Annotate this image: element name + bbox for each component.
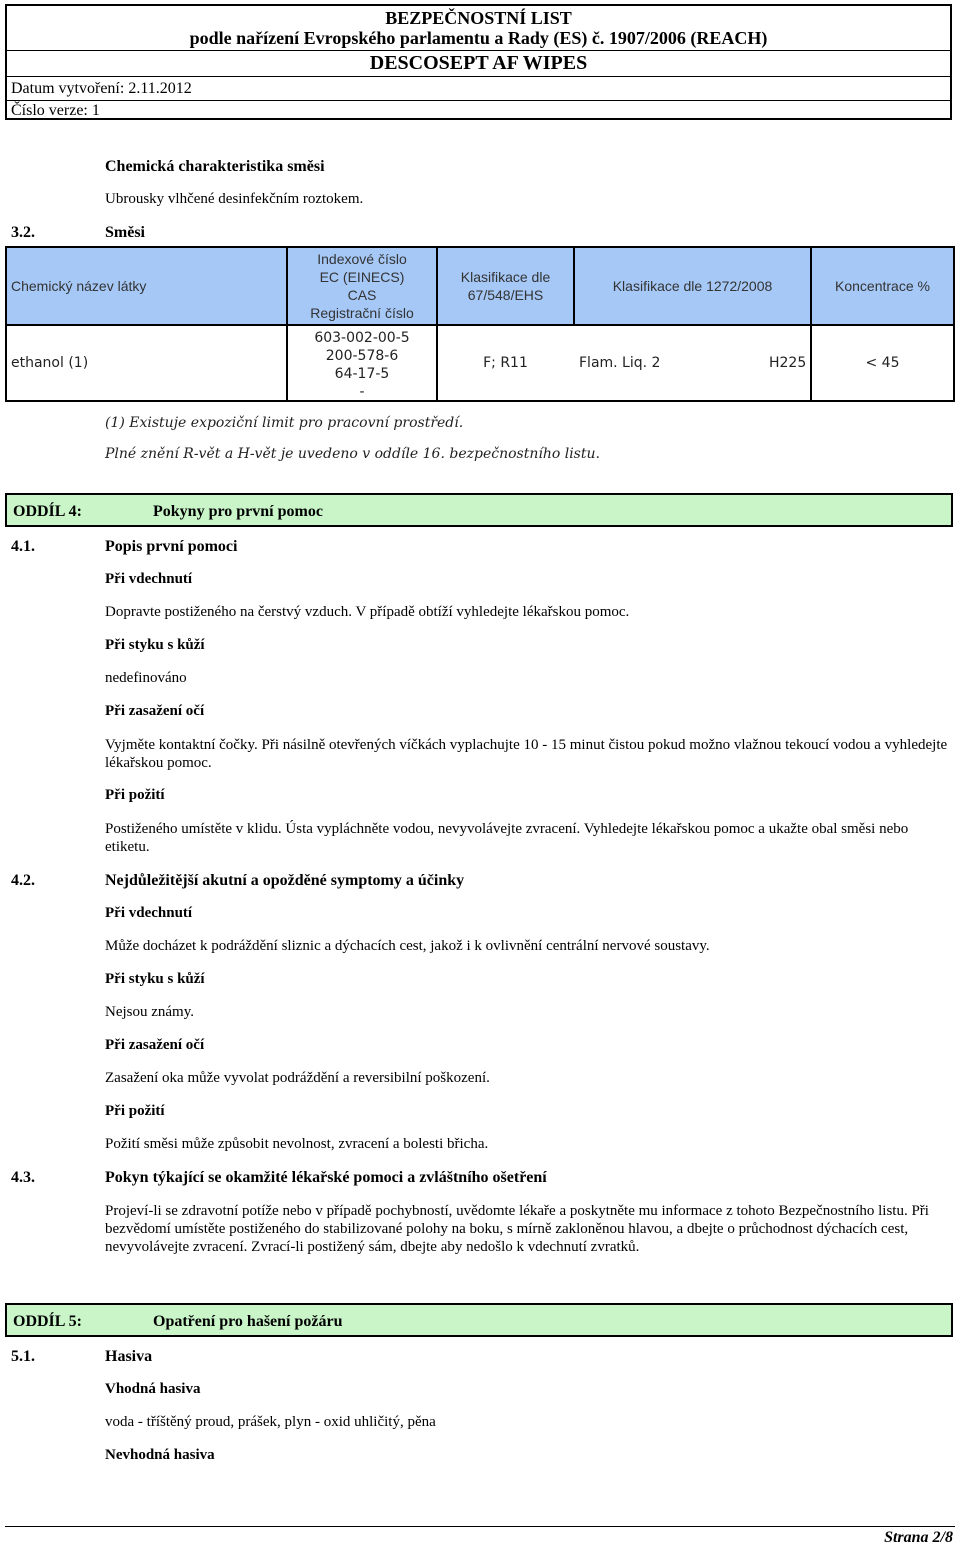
eye-contact-text: Zasažení oka může vyvolat podráždění a reversibilní poškození. [105,1070,490,1086]
skin-contact-text: Nejsou známy. [105,1004,195,1020]
header-label: CAS [347,287,377,303]
suitable-media-heading: Vhodná hasiva [105,1381,201,1397]
document-header [5,4,952,120]
unsuitable-media-heading: Nevhodná hasiva [105,1447,215,1463]
table-border [953,246,955,402]
section-number: ODDÍL 4: [13,503,82,520]
header-label: Registrační číslo [310,305,414,321]
cas-number: 64-17-5 [334,366,390,382]
header-label: Chemický název látky [11,278,147,294]
inhalation-heading: Při vdechnutí [105,905,193,921]
skin-contact-heading: Při styku s kůží [105,971,205,987]
inhalation-text: Může docházet k podráždění sliznic a dýchacích cest, jakož i k ovlivnění centrální nervové soustavy. [105,938,710,954]
subsection-number: 5.1. [11,1348,35,1365]
registration-number: - [359,384,365,400]
medical-attention-text: Projeví-li se zdravotní potíže nebo v případě pochybností, uvědomte lékaře a poskytněte mu informace z tohoto Bezpečnostního listu. Při bezvědomí umístěte postiženého do stabilizované polohy na boku, s mírně zakloněnou hlavou, a dbejte o průchodnost dýchacích cest, nevyvolávejte zvracení. Zvrací-li postižený sám, dbejte aby nedošlo k vdechnutí zvratků. [105,1203,929,1255]
table-border [5,324,955,326]
header-divider [7,50,950,51]
page-number: Strana 2/8 [884,1529,953,1546]
section-4-bar [5,493,953,527]
inhalation-text: Dopravte postiženého na čerstvý vzduch. V případě obtíží vyhledejte lékařskou pomoc. [105,604,630,620]
subsection-number: 3.2. [11,224,35,241]
eye-contact-heading: Při zasažení očí [105,1037,205,1053]
product-name: DESCOSEPT AF WIPES [369,52,588,74]
header-label: Klasifikace dle [460,269,551,285]
subsection-title: Hasiva [105,1348,153,1365]
substance-identifiers [288,329,436,401]
ec-number: 200-578-6 [325,348,399,364]
regulation-line: podle nařízení Evropského parlamentu a Rady (ES) č. 1907/2006 (REACH) [189,28,768,48]
header-identifiers [288,248,436,324]
subsection-title: Popis první pomoci [105,538,238,555]
header-label: Koncentrace % [835,278,930,294]
table-border [436,246,438,402]
subsection-number: 4.3. [11,1169,35,1186]
header-classification-67 [438,248,573,324]
composition-text: Ubrousky vlhčené desinfekčním roztokem. [105,191,364,207]
subsection-title: Nejdůležitější akutní a opožděné symptomy a účinky [105,872,465,889]
header-label: 67/548/EHS [467,287,544,303]
substance-name: ethanol (1) [11,355,89,371]
header-divider [7,100,950,101]
section-5-bar [5,1303,953,1337]
header-label: EC (EINECS) [319,269,405,285]
table-border [5,400,955,402]
section-title: Opatření pro hašení požáru [153,1313,343,1330]
eye-contact-heading: Při zasažení očí [105,703,205,719]
header-divider [7,76,950,77]
inhalation-heading: Při vdechnutí [105,571,193,587]
table-border [5,246,955,248]
subsection-title: Směsi [105,224,145,241]
created-date: Datum vytvoření: 2.11.2012 [11,80,192,97]
table-border [5,246,7,402]
section-number: ODDÍL 5: [13,1313,82,1330]
full-text-note: Plné znění R-vět a H-vět je uvedeno v oddíle 16. bezpečnostního listu. [105,446,600,462]
version-number: Číslo verze: 1 [11,102,100,119]
header-classification-1272 [575,248,810,324]
skin-contact-text: nedefinováno [105,670,187,686]
header-label: Klasifikace dle 1272/2008 [612,278,773,294]
section-title: Pokyny pro první pomoc [153,503,323,520]
header-concentration [812,248,953,324]
footer-divider [5,1526,955,1527]
subsection-number: 4.1. [11,538,35,555]
ingestion-text: Požití směsi může způsobit nevolnost, zvracení a bolesti břicha. [105,1136,489,1152]
skin-contact-heading: Při styku s kůží [105,637,205,653]
ingestion-text: Postiženého umístěte v klidu. Ústa vypláchněte vodou, nevyvolávejte zvracení. Vyhledejte lékařskou pomoc a ukažte obal směsi nebo etiketu. [105,821,909,855]
ingestion-heading: Při požití [105,1103,165,1119]
concentration-value: < 45 [865,355,900,371]
subsection-number: 4.2. [11,872,35,889]
header-label: Indexové číslo [317,251,407,267]
index-number: 603-002-00-5 [314,330,410,346]
document-title: BEZPEČNOSTNÍ LIST [385,8,572,28]
hazard-statement: H225 [769,355,807,371]
suitable-media-text: voda - tříštěný proud, prášek, plyn - oxid uhličitý, pěna [105,1414,436,1430]
ingestion-heading: Při požití [105,787,165,803]
table-border [573,246,575,326]
header-chemical-name [7,248,286,324]
exposure-note: (1) Existuje expoziční limit pro pracovní prostředí. [105,415,464,431]
eye-contact-text: Vyjměte kontaktní čočky. Při násilně otevřených víčkách vyplachujte 10 - 15 minut čistou pokud možno vlažnou tekoucí vodou a vyhledejte lékařskou pomoc. [105,737,948,771]
subsection-title: Pokyn týkající se okamžité lékařské pomoci a zvláštního ošetření [105,1169,547,1186]
composition-heading: Chemická charakteristika směsi [105,158,325,175]
classification-67-value: F; R11 [483,355,528,371]
table-border [810,246,812,402]
hazard-category: Flam. Liq. 2 [579,355,661,371]
